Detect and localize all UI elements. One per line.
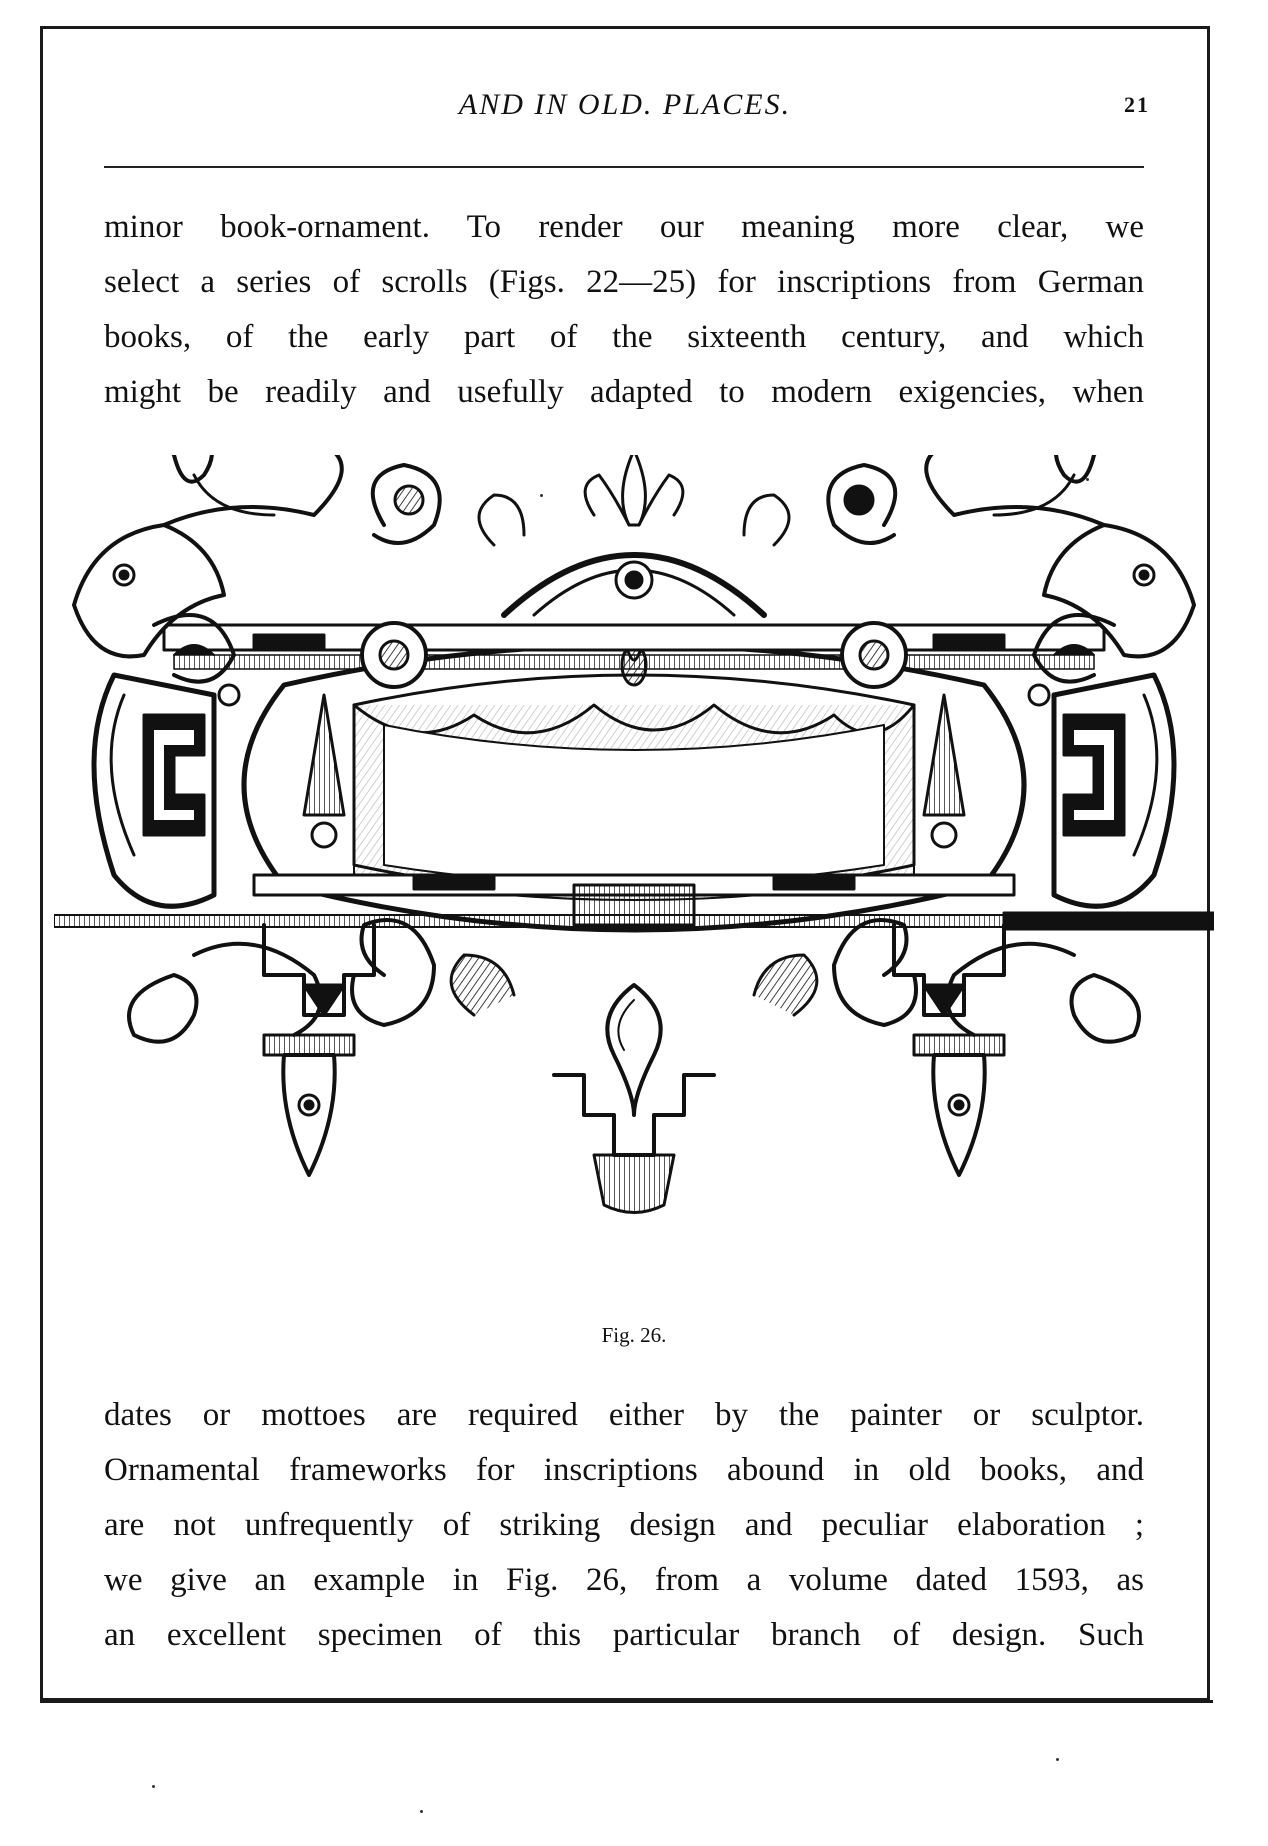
text-line: minor book-ornament. To render our meaning more clear, we [104, 209, 1144, 245]
text-line: we give an example in Fig. 26, from a volume dated 1593, as [104, 1562, 1144, 1598]
text-line: books, of the early part of the sixteenth century, and which [104, 319, 1144, 355]
text-line: an excellent specimen of this particular branch of design. Such [104, 1617, 1144, 1653]
text-line: Ornamental frameworks for inscriptions abound in old books, and [104, 1452, 1144, 1488]
text-line: dates or mottoes are required either by the painter or sculptor. [104, 1397, 1144, 1433]
text-line: are not unfrequently of striking design and peculiar elaboration ; [104, 1507, 1144, 1543]
paper-speck [420, 1810, 423, 1813]
running-head [100, 88, 1150, 128]
figure-caption: Fig. 26. [601, 1323, 667, 1347]
paper-speck [1056, 1758, 1059, 1761]
page-bottom-rule [40, 1700, 1213, 1703]
text-line: select a series of scrolls (Figs. 22—25) for inscriptions from German [104, 264, 1144, 300]
top-paragraph [104, 200, 1144, 420]
paper-speck [540, 494, 543, 497]
paper-speck [152, 1785, 155, 1788]
bottom-paragraph [104, 1388, 1144, 1663]
cartouche-ornament-icon [54, 455, 1214, 1315]
paper-speck [1086, 478, 1089, 481]
header-rule [104, 166, 1144, 168]
text-line: might be readily and usefully adapted to modern exigencies, when [104, 374, 1144, 410]
page-number: 21 [1124, 92, 1150, 117]
running-title: AND IN OLD. PLACES. [458, 88, 792, 121]
